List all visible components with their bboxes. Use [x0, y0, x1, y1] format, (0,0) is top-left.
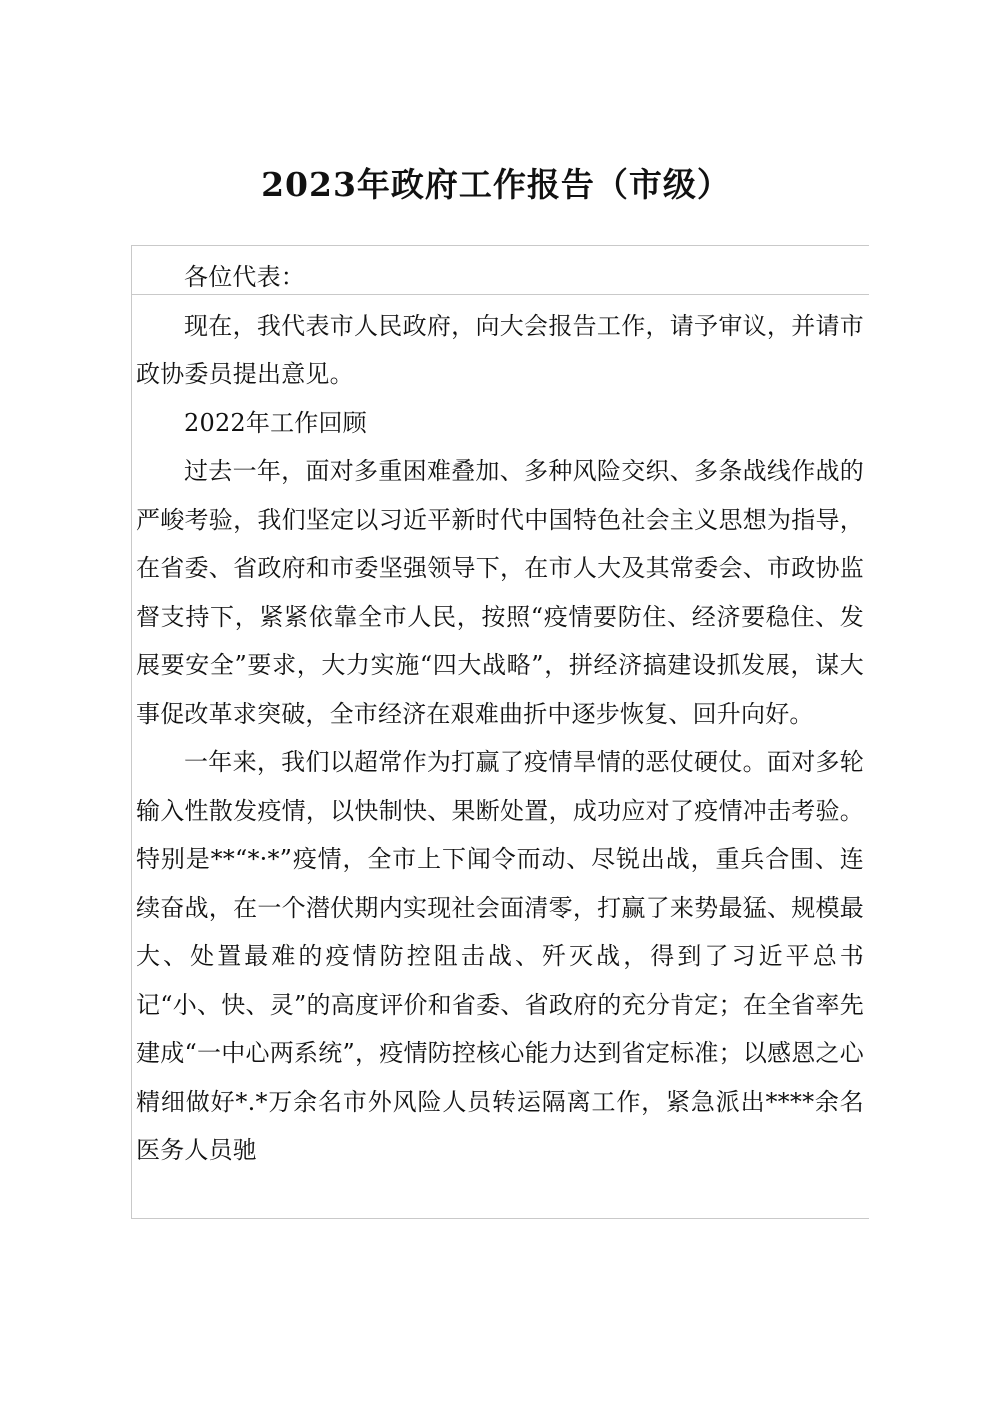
document-body: [136, 253, 864, 1175]
review-paragraph: 过去一年，面对多重困难叠加、多种风险交织、多条战线作战的严峻考验，我们坚定以习近平新时代中国特色社会主义思想为指导，在省委、省政府和市委坚强领导下，在市人大及其常委会、市政协监督支持下，紧紧依靠全市人民，按照“疫情要防住、经济要稳住、发展要安全”要求，大力实施“四大战略”，拼经济搞建设抓发展，谋大事促改革求突破，全市经济在艰难曲折中逐步恢复、回升向好。: [136, 457, 864, 728]
section-heading: 2022年工作回顾: [184, 408, 367, 437]
greeting-line: 各位代表：: [184, 263, 305, 291]
opening-paragraph: 现在，我代表市人民政府，向大会报告工作，请予审议，并请市政协委员提出意见。: [136, 311, 864, 388]
document-title: 2023年政府工作报告（市级）: [261, 165, 731, 204]
epidemic-paragraph: 一年来，我们以超常作为打赢了疫情旱情的恶仗硬仗。面对多轮输入性散发疫情，以快制快、果断处置，成功应对了疫情冲击考验。特别是**“*·*”疫情，全市上下闻令而动、尽锐出战，重兵合围、连续奋战，在一个潜伏期内实现社会面清零，打赢了来势最猛、规模最大、处置最难的疫情防控阻击战、歼灭战，得到了习近平总书记“小、快、灵”的高度评价和省委、省政府的充分肯定；在全省率先建成“一中心两系统”，疫情防控核心能力达到省定标准；以感恩之心精细做好*.*万余名市外风险人员转运隔离工作，紧急派出****余名医务人员驰: [136, 748, 864, 1164]
